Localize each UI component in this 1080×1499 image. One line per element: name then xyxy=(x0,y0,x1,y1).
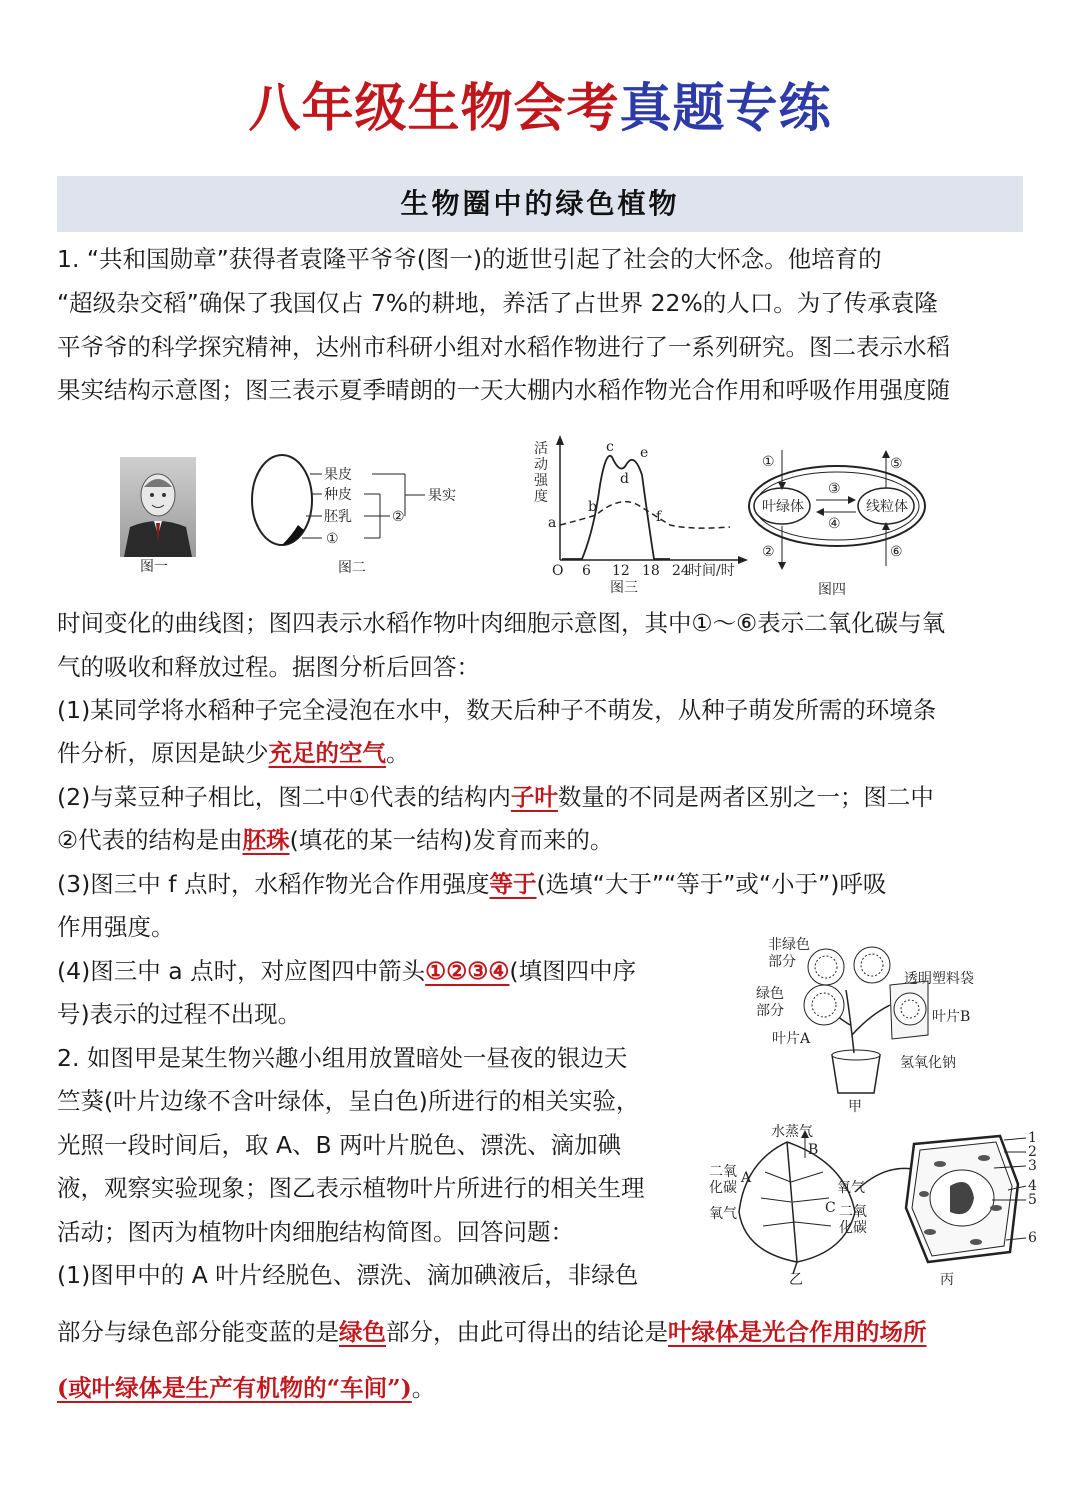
fig3-activity-chart xyxy=(530,435,750,595)
fig2-label-guoshi: 果实 xyxy=(428,488,456,504)
fig3-point-a: a xyxy=(548,515,557,531)
fig3-ylabel-2: 强 xyxy=(534,473,548,489)
fig3-origin: O xyxy=(552,563,564,579)
fig3-point-c: c xyxy=(606,439,614,455)
q1-p2-answer-1: 子叶 xyxy=(510,783,558,811)
fig3-point-e: e xyxy=(640,445,649,461)
fig2-label-1: ① xyxy=(326,531,339,547)
q1-p1-line-a: (1)某同学将水稻种子完全浸泡在水中，数天后种子不萌发，从种子萌发所需的环境条 xyxy=(57,696,937,724)
title-part1: 八年级生物会考 xyxy=(248,78,620,139)
fig3-point-b: b xyxy=(588,499,597,515)
yi-label-o2-right: 氧气 xyxy=(837,1180,865,1196)
jia-caption: 甲 xyxy=(848,1099,862,1115)
fig3-ylabel-3: 度 xyxy=(534,489,548,505)
q2-p1-answer-3: (或叶绿体是生产有机物的“车间”) xyxy=(57,1374,412,1402)
fig2-grain-diagram xyxy=(240,450,470,590)
fig3-tick-18: 18 xyxy=(642,563,660,579)
fig4-mitochondria: 线粒体 xyxy=(866,499,908,515)
q1-line-5: 时间变化的曲线图；图四表示水稻作物叶肉细胞示意图，其中①～⑥表示二氧化碳与氧 xyxy=(57,609,946,637)
q1-p3-line-b: 作用强度。 xyxy=(57,913,175,941)
fig2-label-peiru: 胚乳 xyxy=(324,509,352,525)
fig3-tick-6: 6 xyxy=(582,563,591,579)
portrait-photo xyxy=(120,457,196,557)
page-title xyxy=(0,66,1080,141)
fig3-ylabel-1: 动 xyxy=(534,457,548,473)
jia-label-leafA: 叶片A xyxy=(772,1031,811,1047)
q1-p4-line-b: 号)表示的过程不出现。 xyxy=(57,1000,302,1028)
q2-p1-line-b: (或叶绿体是生产有机物的“车间”)。 xyxy=(57,1374,436,1402)
fig3-point-f: f xyxy=(656,509,662,525)
yi-label-vapor: 水蒸气 xyxy=(771,1124,813,1140)
yi-caption: 乙 xyxy=(789,1272,803,1288)
yi-label-o2-left: 氧气 xyxy=(709,1206,737,1222)
bing-cell-diagram xyxy=(900,1128,1040,1288)
jia-label-green-2: 部分 xyxy=(756,1003,784,1019)
bing-label-4: 4 xyxy=(1028,1178,1037,1194)
q1-line-4: 果实结构示意图；图三表示夏季晴朗的一天大棚内水稻作物光合作用和呼吸作用强度随 xyxy=(57,376,950,404)
q1-p2-line-b: ②代表的结构是由胚珠(填花的某一结构)发育而来的。 xyxy=(57,826,614,854)
fig2-label-zhongpi: 种皮 xyxy=(324,487,352,503)
jia-label-nongreen-2: 部分 xyxy=(768,954,796,970)
bing-caption: 丙 xyxy=(940,1272,954,1288)
fig4-arrow-6: ⑥ xyxy=(890,544,903,560)
fig4-cell-diagram xyxy=(740,448,940,608)
fig4-chloroplast: 叶绿体 xyxy=(762,499,804,515)
fig4-arrow-3: ③ xyxy=(828,481,841,497)
q1-p2-answer-2: 胚珠 xyxy=(242,826,290,854)
q1-line-1: 1. “共和国勋章”获得者袁隆平爷爷(图一)的逝世引起了社会的大怀念。他培育的 xyxy=(57,245,882,273)
q1-p2-line-a: (2)与菜豆种子相比，图二中①代表的结构内子叶数量的不同是两者区别之一；图二中 xyxy=(57,783,934,811)
q2-line-1: 2. 如图甲是某生物兴趣小组用放置暗处一昼夜的银边天 xyxy=(57,1044,628,1072)
fig3-caption: 图三 xyxy=(610,580,638,596)
jia-label-nongreen-1: 非绿色 xyxy=(768,937,810,953)
fig3-point-d: d xyxy=(620,471,629,487)
q1-p1-line-b: 件分析，原因是缺少充足的空气。 xyxy=(57,739,410,767)
bing-label-6: 6 xyxy=(1028,1230,1037,1246)
fig4-arrow-5: ⑤ xyxy=(890,456,903,472)
fig3-ylabel-0: 活 xyxy=(534,441,548,457)
q2-line-2: 竺葵(叶片边缘不含叶绿体，呈白色)所进行的相关实验， xyxy=(57,1087,640,1115)
q2-line-5: 活动；图丙为植物叶肉细胞结构简图。回答问题： xyxy=(57,1218,574,1246)
q2-line-6: (1)图甲中的 A 叶片经脱色、漂洗、滴加碘液后，非绿色 xyxy=(57,1261,639,1289)
jia-label-leafB: 叶片B xyxy=(932,1009,971,1025)
jia-label-naoh: 氢氧化钠 xyxy=(900,1055,956,1071)
fig2-label-guopi: 果皮 xyxy=(324,467,352,483)
jia-label-green-1: 绿色 xyxy=(756,986,784,1002)
q1-p4-answer: ①②③④ xyxy=(425,957,510,985)
bing-label-5: 5 xyxy=(1028,1192,1037,1208)
yi-label-co2-3: 二氧 xyxy=(839,1204,867,1220)
yi-label-co2-1: 二氧 xyxy=(709,1164,737,1180)
q2-line-3: 光照一段时间后，取 A、B 两叶片脱色、漂洗、滴加碘 xyxy=(57,1131,622,1159)
yi-label-A: A xyxy=(741,1170,752,1186)
q1-p3-line-a: (3)图三中 f 点时，水稻作物光合作用强度等于(选填“大于”“等于”或“小于”)呼吸 xyxy=(57,870,887,898)
q1-line-6: 气的吸收和释放过程。据图分析后回答： xyxy=(57,653,480,681)
fig3-tick-12: 12 xyxy=(612,563,630,579)
fig4-arrow-1: ① xyxy=(762,454,775,470)
q2-p1-line-a: 部分与绿色部分能变蓝的是绿色部分，由此可得出的结论是叶绿体是光合作用的场所 xyxy=(57,1318,927,1346)
q1-line-3: 平爷爷的科学探究精神，达州市科研小组对水稻作物进行了一系列研究。图二表示水稻 xyxy=(57,333,950,361)
section-heading: 生物圈中的绿色植物 xyxy=(57,176,1023,232)
title-part2: 真题专练 xyxy=(619,78,832,139)
fig2-label-2: ② xyxy=(392,509,405,525)
fig3-xlabel: 时间/时 xyxy=(688,563,735,579)
bing-label-1: 1 xyxy=(1028,1130,1037,1146)
fig1-caption: 图一 xyxy=(140,559,168,575)
q2-p1-answer-1: 绿色 xyxy=(339,1318,386,1346)
fig2-caption: 图二 xyxy=(338,560,366,576)
fig4-arrow-2: ② xyxy=(762,544,775,560)
q2-line-4: 液，观察实验现象；图乙表示植物叶片所进行的相关生理 xyxy=(57,1174,645,1202)
jia-plant-diagram xyxy=(750,935,1010,1115)
fig4-arrow-4: ④ xyxy=(828,516,841,532)
yi-leaf-diagram xyxy=(705,1122,885,1292)
bing-label-3: 3 xyxy=(1028,1158,1037,1174)
q1-p3-answer: 等于 xyxy=(489,870,537,898)
jia-label-bag: 透明塑料袋 xyxy=(904,971,974,987)
q1-p1-answer: 充足的空气 xyxy=(268,739,386,767)
bing-label-2: 2 xyxy=(1028,1144,1037,1160)
yi-label-co2-2: 化碳 xyxy=(709,1180,737,1196)
q1-line-2: “超级杂交稻”确保了我国仅占 7%的耕地，养活了占世界 22%的人口。为了传承袁隆 xyxy=(57,289,938,317)
fig3-tick-24: 24 xyxy=(672,563,690,579)
fig4-caption: 图四 xyxy=(818,582,846,598)
yi-label-co2-4: 化碳 xyxy=(839,1220,867,1236)
yi-label-C: C xyxy=(825,1200,836,1216)
q2-p1-answer-2: 叶绿体是光合作用的场所 xyxy=(668,1318,927,1346)
q1-p4-line-a: (4)图三中 a 点时，对应图四中箭头①②③④(填图四中序 xyxy=(57,957,637,985)
yi-label-B: B xyxy=(808,1142,819,1158)
